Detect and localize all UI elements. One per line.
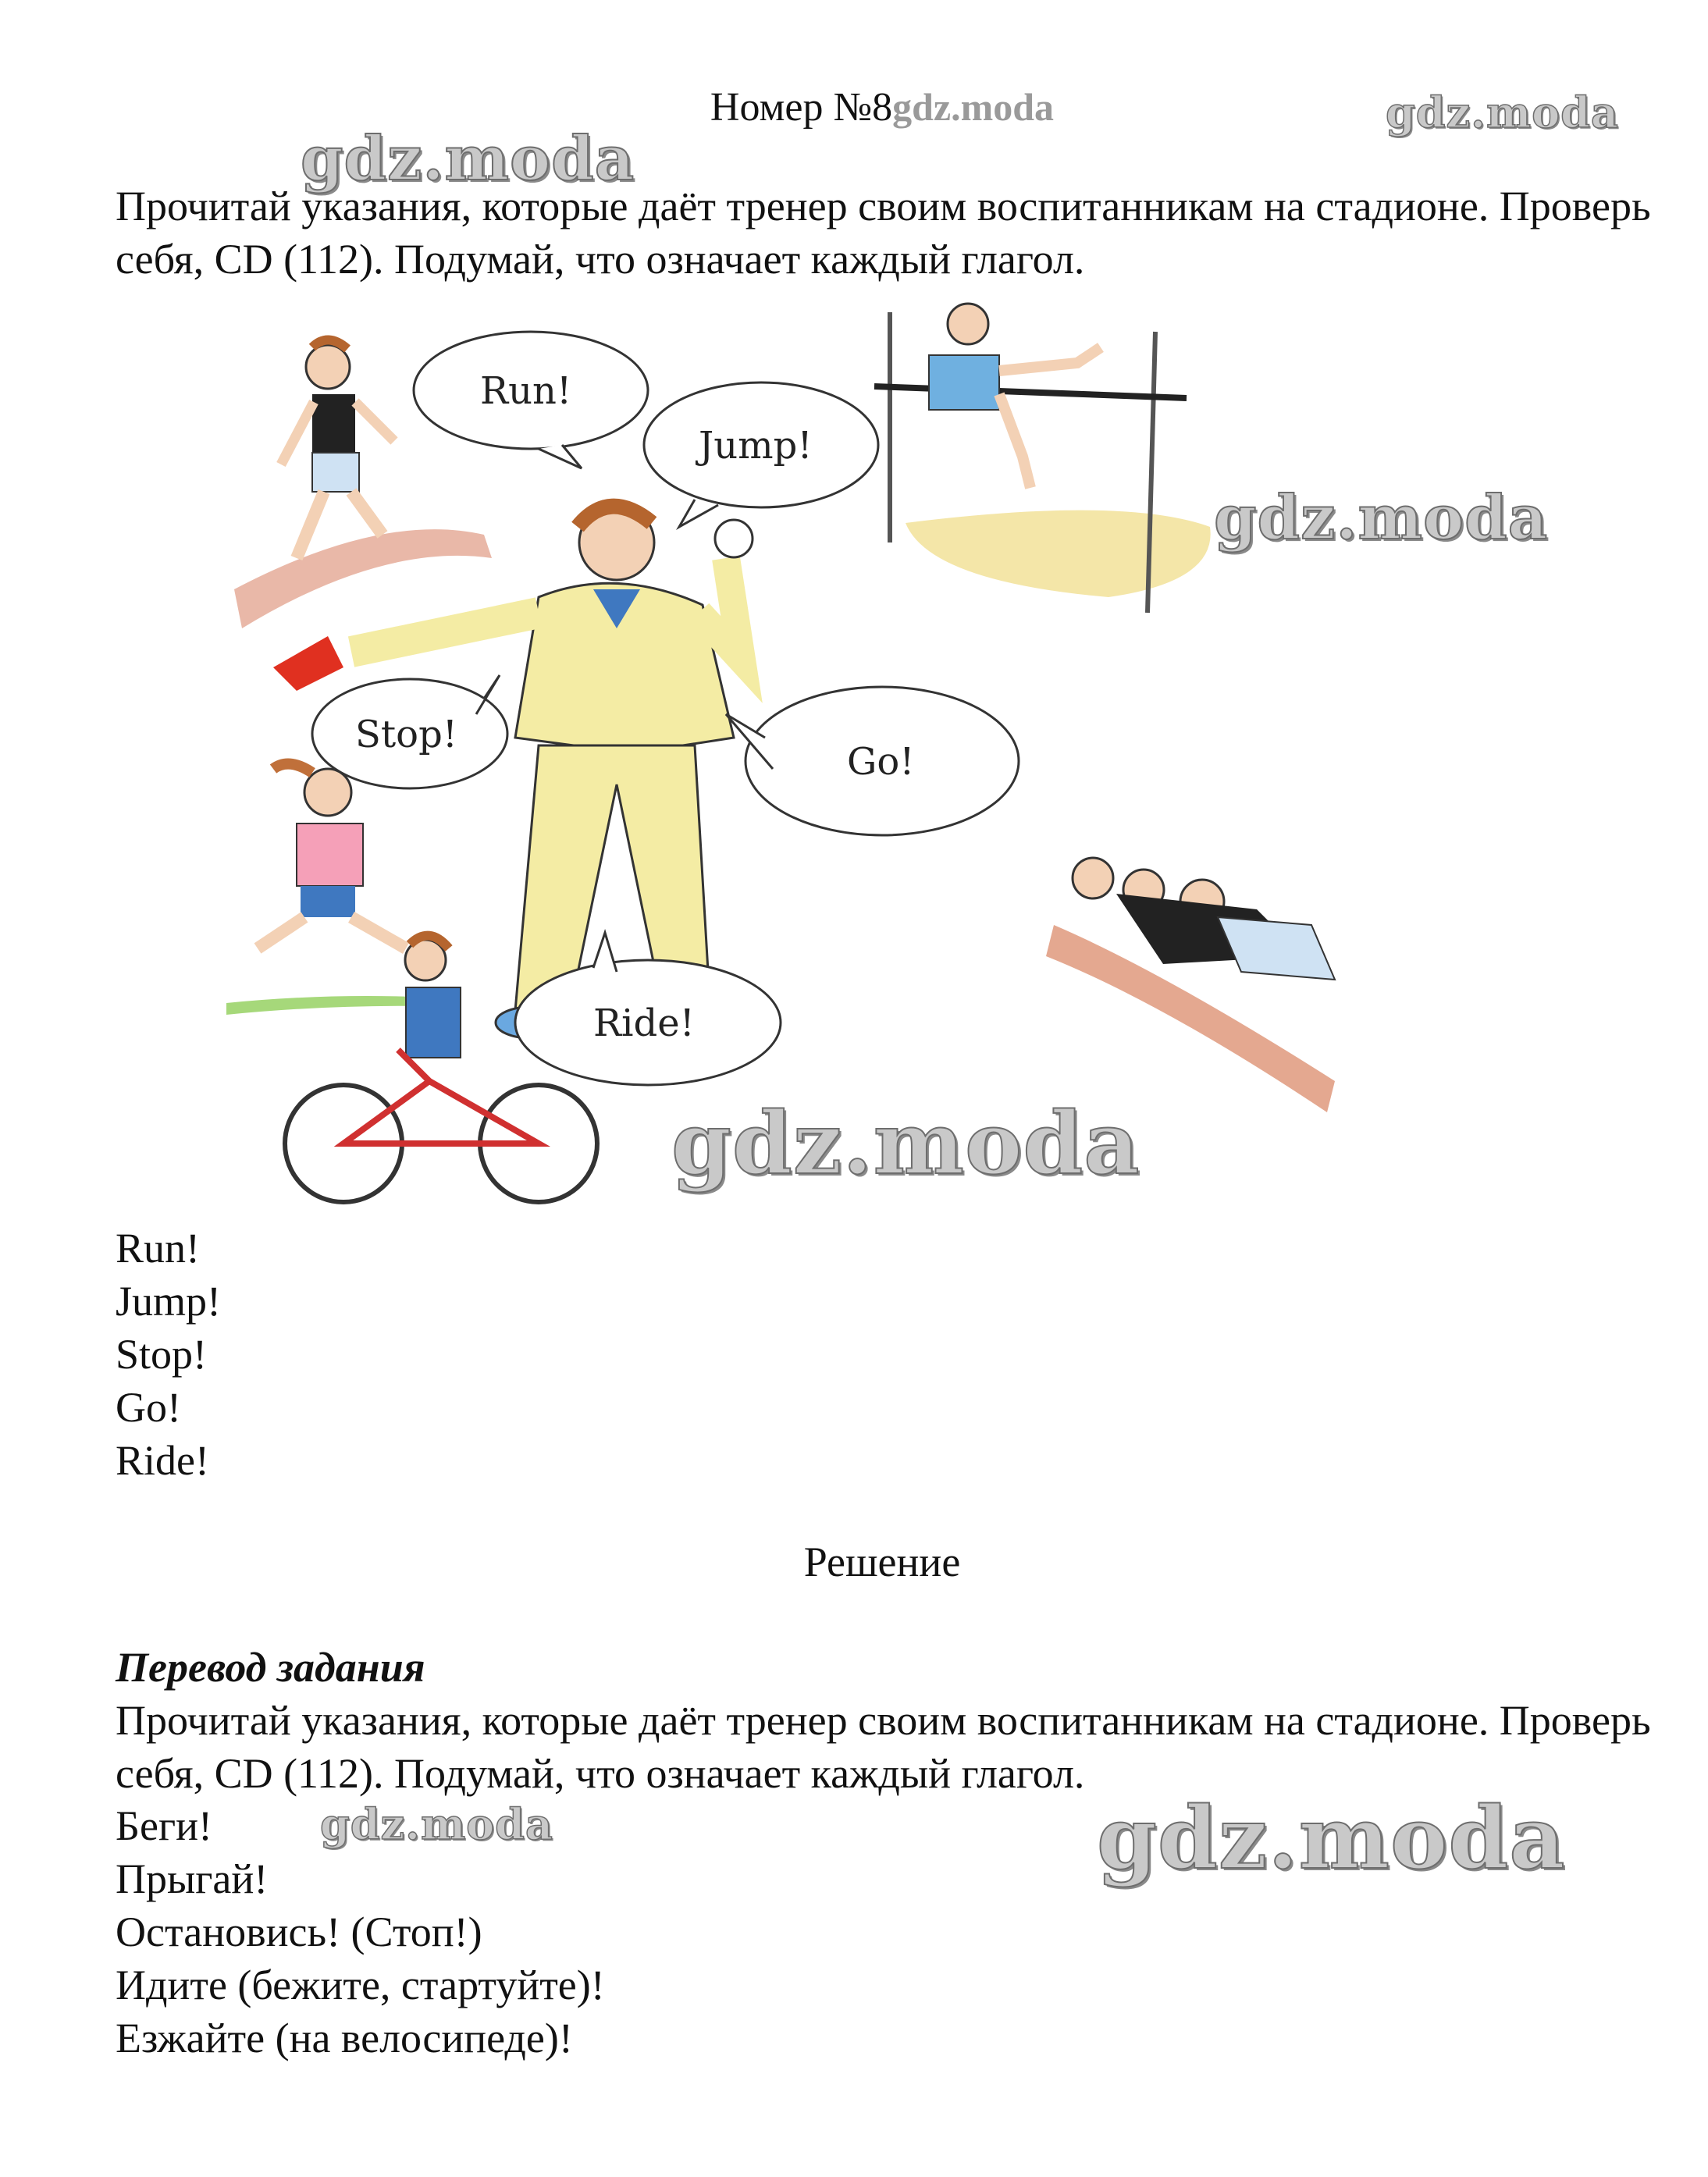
coach-illustration <box>226 301 1561 1229</box>
bubble-stop-text: Stop! <box>355 713 458 756</box>
title-text: Номер №8 <box>710 85 893 130</box>
list-item: Остановись! (Стоп!) <box>116 1908 482 1955</box>
speech-bubble-run <box>414 332 648 468</box>
crouching-runners-figure <box>1046 858 1335 1112</box>
watermark-top-left: gdz.moda <box>301 123 635 194</box>
list-item: Go! <box>116 1384 181 1431</box>
speech-bubble-go <box>726 687 1019 835</box>
speech-bubble-jump <box>644 382 878 527</box>
list-item: Езжайте (на велосипеде)! <box>116 2015 573 2061</box>
running-boy-figure <box>281 340 394 558</box>
title-watermark: gdz.moda <box>892 85 1055 129</box>
bubble-ride-text: Ride! <box>593 1001 695 1045</box>
high-jump-scene <box>874 304 1211 613</box>
bubble-go-text: Go! <box>847 740 915 784</box>
watermark-answer-small: gdz.moda <box>320 1799 553 1849</box>
list-item: Stop! <box>116 1331 208 1378</box>
list-item: Прыгай! <box>116 1855 269 1902</box>
bubble-jump-text: Jump! <box>699 424 813 468</box>
watermark-illustration-bottom: gdz.moda <box>671 1093 1140 1193</box>
task-instruction: Прочитай указания, которые даёт тренер своим воспитанникам на стадионе. Проверь себя, CD (112). Подумай, что означает каждый глагол. <box>116 183 1651 283</box>
word-list <box>116 1222 221 1487</box>
list-item: Беги! <box>116 1802 213 1849</box>
translation-text: Прочитай указания, которые даёт тренер своим воспитанникам на стадионе. Проверь себя, CD (112). Подумай, что означает каждый глагол. <box>116 1697 1651 1797</box>
list-item: Jump! <box>116 1278 221 1325</box>
watermark-answer-large: gdz.moda <box>1097 1787 1566 1888</box>
list-item: Идите (бежите, стартуйте)! <box>116 1962 605 2008</box>
speech-bubble-stop <box>312 675 507 788</box>
translation-title: Перевод задания <box>116 1644 425 1691</box>
list-item: Run! <box>116 1225 200 1272</box>
watermark-illustration-right: gdz.moda <box>1214 482 1549 553</box>
track-top-left <box>234 529 492 628</box>
solution-heading: Решение <box>803 1538 961 1585</box>
bubble-run-text: Run! <box>480 369 572 413</box>
list-item: Ride! <box>116 1437 209 1484</box>
watermark-top-right: gdz.moda <box>1386 87 1619 137</box>
